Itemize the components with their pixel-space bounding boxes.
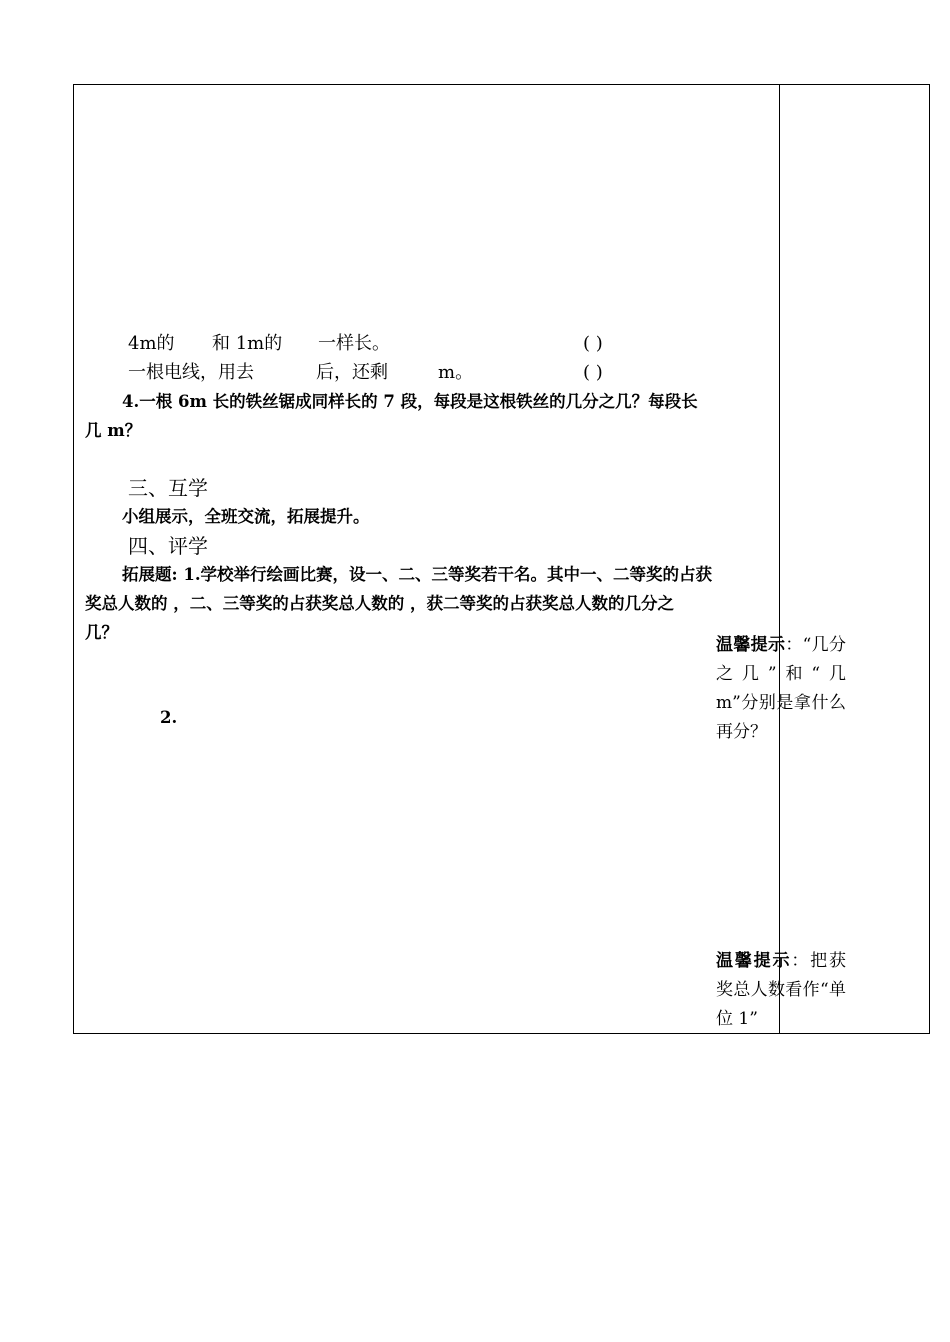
q3-line2-part-a: 一根电线，用去 (128, 362, 254, 383)
extension-question-line2: 奖总人数的 ，二、三等奖的占获奖总人数的 ，获二等奖的占获奖总人数的几分之 (85, 594, 674, 613)
section-3-heading: 三、互学 (128, 476, 208, 500)
q3-line1-part-b: 和 1m的 (212, 333, 283, 354)
question-4-line1: 4.一根 6m 长的铁丝锯成同样长的 7 段，每段是这根铁丝的几分之几？每段长 (122, 392, 698, 411)
section-4-heading: 四、评学 (128, 534, 208, 558)
q3-line1-part-c: 一样长。 (318, 333, 390, 354)
worksheet-table (73, 84, 930, 1034)
q3-line2-part-c: m。 (438, 362, 474, 383)
question-2-number: 2. (160, 708, 178, 727)
q3-line1-answer-blank: ( ) (583, 333, 603, 354)
extension-question-line1: 拓展题: 1.学校举行绘画比赛，设一、二、三等奖若干名。其中一、二等奖的占获 (122, 565, 713, 584)
tip-box-1 (716, 631, 846, 747)
q3-line2-part-b: 后，还剩 (316, 362, 388, 383)
question-4-line2: 几 m？ (85, 421, 142, 440)
section-3-text: 小组展示，全班交流，拓展提升。 (122, 507, 370, 526)
column-divider (779, 85, 780, 1033)
q3-line2-answer-blank: ( ) (583, 362, 603, 383)
q3-line1-part-a: 4m的 (128, 333, 175, 354)
extension-question-line3: 几？ (85, 623, 118, 642)
tip-2-label: 温馨提示 (716, 951, 792, 971)
tip-1-text: ：“几分之几”和“几 m”分别是拿什么再分？ (716, 635, 846, 742)
tip-1-label: 温馨提示 (716, 635, 786, 655)
tip-box-2 (716, 947, 846, 1034)
tip-2-text: ：把获奖总人数看作“单位 1” (716, 951, 847, 1029)
